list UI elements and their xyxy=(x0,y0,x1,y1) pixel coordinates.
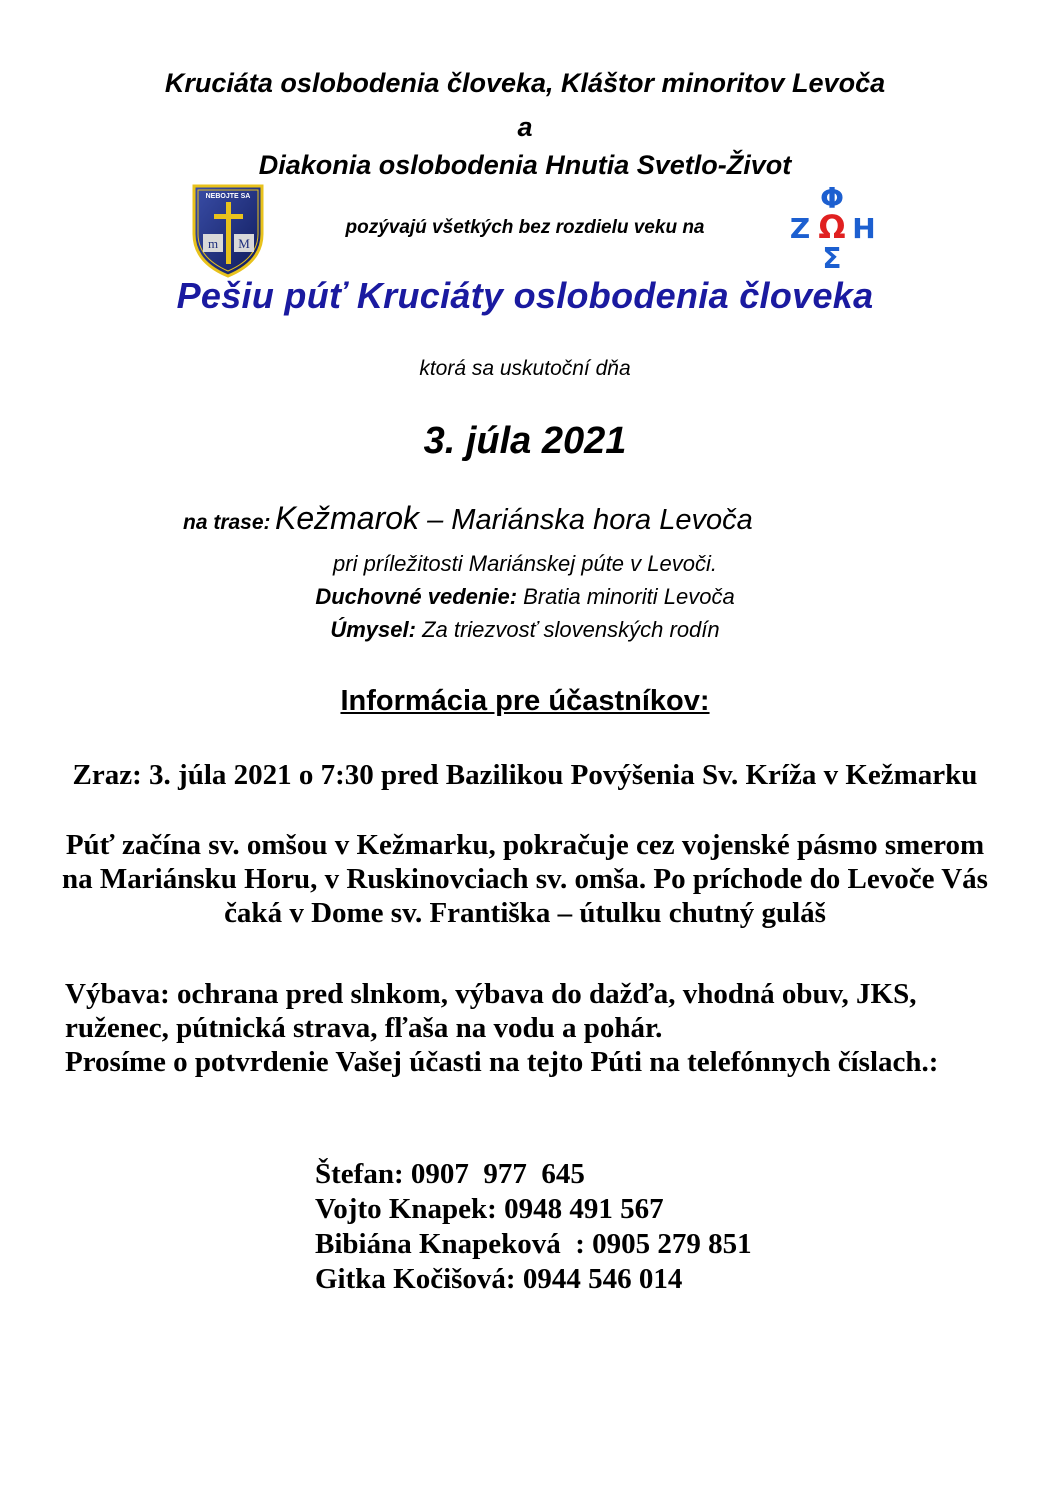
contact-item: Gitka Kočišová: 0944 546 014 xyxy=(315,1263,683,1295)
contact-item: Bibiána Knapeková : 0905 279 851 xyxy=(315,1228,752,1260)
header-line-1: Kruciáta oslobodenia človeka, Kláštor minoritov Levoča xyxy=(164,68,886,98)
logo-omega: Ω xyxy=(818,208,846,246)
invitation-line: pozývajú všetkých bez rozdielu veku na xyxy=(345,217,705,238)
route-line xyxy=(183,500,753,537)
logo-zeta: Z xyxy=(789,212,811,245)
route-from: Kežmarok xyxy=(275,500,420,536)
spiritual-label: Duchovné vedenie: xyxy=(315,584,518,609)
which-line: ktorá sa uskutoční dňa xyxy=(419,357,631,380)
pilgrimage-paragraph: Púť začína sv. omšou v Kežmarku, pokračuje cez vojenské pásmo smerom na Mariánsku Horu, v Ruskinovciach sv. omša. Po príchode do Levoče Vás čaká v Dome sv. Františka – útulku chutný guláš xyxy=(62,829,988,929)
logo-phi: Φ xyxy=(820,182,844,215)
shield-banner-text: NEBOJTE SA xyxy=(205,193,251,200)
route-label: na trase: xyxy=(183,511,271,534)
logo-sigma: Σ xyxy=(822,242,842,270)
logo-eta: H xyxy=(852,212,876,245)
shield-letter-m: m xyxy=(207,236,219,251)
intention-label: Úmysel: xyxy=(330,617,416,642)
contact-item: Štefan: 0907 977 645 xyxy=(315,1158,585,1190)
event-title: Pešiu púť Kruciáty oslobodenia človeka xyxy=(176,275,874,316)
event-date: 3. júla 2021 xyxy=(423,420,627,462)
confirmation-paragraph: Prosíme o potvrdenie Vašej účasti na tejto Púti na telefónnych číslach.: xyxy=(65,1046,939,1078)
route-to: – Mariánska hora Levoča xyxy=(419,504,753,536)
header-line-2: a xyxy=(517,112,533,142)
info-heading: Informácia pre účastníkov: xyxy=(340,685,710,717)
intention-line xyxy=(0,617,1050,643)
contact-list xyxy=(315,1157,752,1297)
intention-value: Za triezvosť slovenských rodín xyxy=(415,617,720,642)
meeting-paragraph: Zraz: 3. júla 2021 o 7:30 pred Bazilikou Povýšenia Sv. Kríža v Kežmarku xyxy=(72,759,978,791)
spiritual-line xyxy=(0,584,1050,610)
equipment-paragraph: Výbava: ochrana pred slnkom, výbava do dažďa, vhodná obuv, JKS, ruženec, pútnická strava, fľaša na vodu a pohár. xyxy=(65,978,917,1044)
shield-letter-M: M xyxy=(238,236,250,251)
occasion-line: pri príležitosti Mariánskej púte v Levoči. xyxy=(333,551,717,576)
header-line-3: Diakonia oslobodenia Hnutia Svetlo-Život xyxy=(258,150,792,180)
spiritual-value: Bratia minoriti Levoča xyxy=(517,584,735,609)
contact-item: Vojto Knapek: 0948 491 567 xyxy=(315,1193,664,1225)
